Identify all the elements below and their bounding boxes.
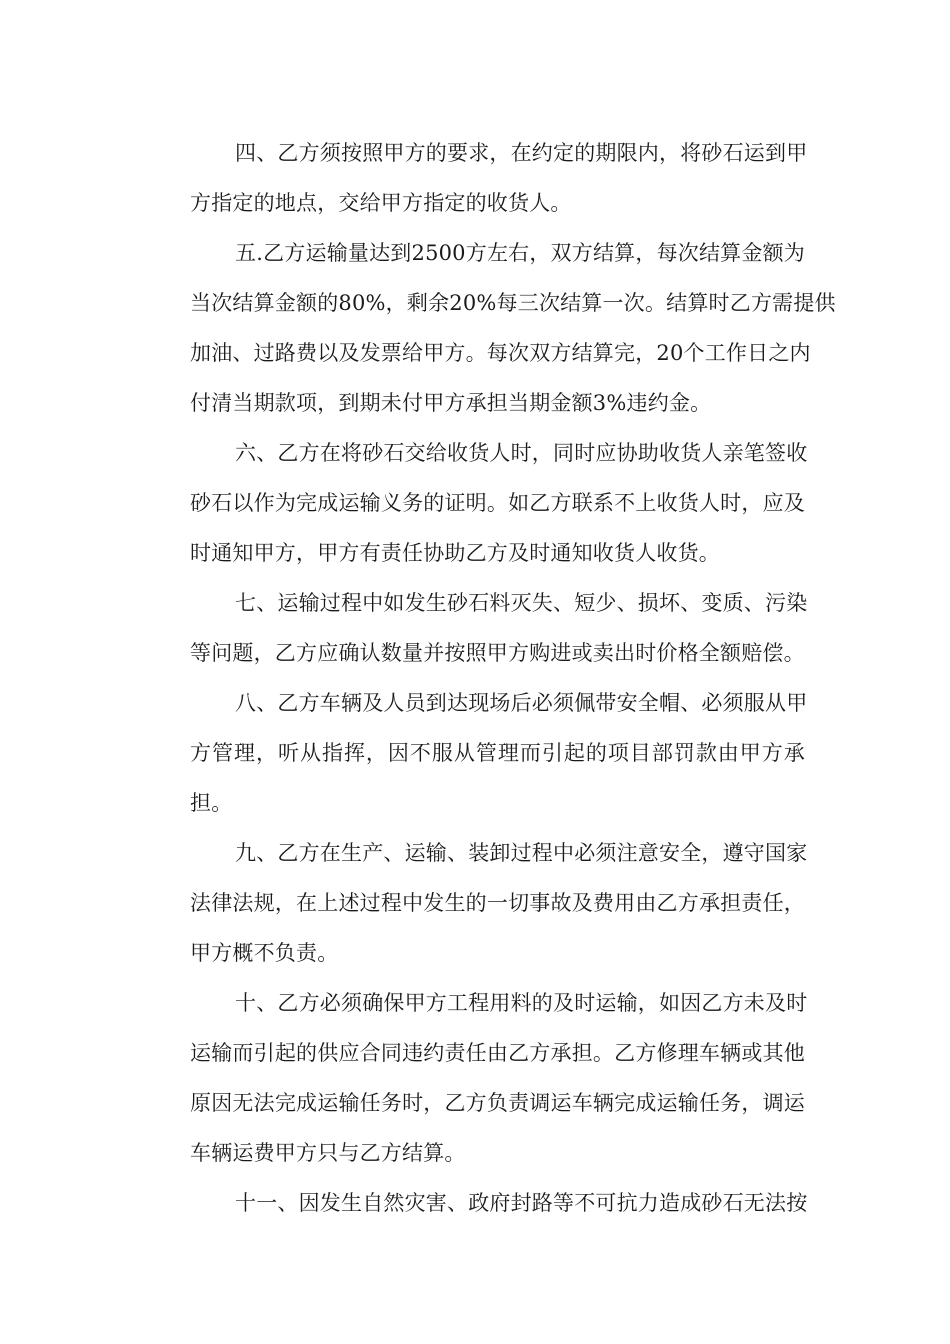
- text-line: 担。: [190, 791, 233, 815]
- clause-9: [145, 828, 808, 978]
- clause-10: [145, 978, 808, 1178]
- text-line: 七、运输过程中如发生砂石料灭失、短少、损坏、变质、污染: [235, 591, 808, 615]
- text-line: 十、乙方必须确保甲方工程用料的及时运输，如因乙方未及时: [235, 991, 808, 1015]
- clause-8: [145, 678, 808, 828]
- text-line: 八、乙方车辆及人员到达现场后必须佩带安全帽、必须服从甲: [235, 691, 808, 715]
- text-line: 甲方概不负责。: [190, 941, 339, 965]
- text-line: 付清当期款项，到期未付甲方承担当期金额3%违约金。: [190, 391, 712, 415]
- text-line: 原因无法完成运输任务时，乙方负责调运车辆完成运输任务，调运: [190, 1091, 805, 1115]
- text-line: 时通知甲方，甲方有责任协助乙方及时通知收货人收货。: [190, 541, 720, 565]
- text-line: 等问题，乙方应确认数量并按照甲方购进或卖出时价格全额赔偿。: [190, 641, 805, 665]
- text-line: 砂石以作为完成运输义务的证明。如乙方联系不上收货人时，应及: [190, 491, 805, 515]
- clause-7: [145, 578, 808, 678]
- text-line: 十一、因发生自然灾害、政府封路等不可抗力造成砂石无法按: [235, 1191, 808, 1215]
- text-line: 方管理，听从指挥，因不服从管理而引起的项目部罚款由甲方承: [190, 741, 805, 765]
- text-line: 车辆运费甲方只与乙方结算。: [190, 1141, 466, 1165]
- text-line: 当次结算金额的80%，剩余20%每三次结算一次。结算时乙方需提供: [190, 291, 836, 315]
- clause-11: [145, 1178, 808, 1228]
- clause-6: [145, 428, 808, 578]
- text-line: 方指定的地点，交给甲方指定的收货人。: [190, 191, 572, 215]
- clause-5: [145, 228, 836, 428]
- text-line: 五.乙方运输量达到2500方左右，双方结算，每次结算金额为: [235, 241, 805, 265]
- text-line: 九、乙方在生产、运输、装卸过程中必须注意安全，遵守国家: [235, 841, 808, 865]
- text-line: 法律法规，在上述过程中发生的一切事故及费用由乙方承担责任，: [190, 891, 805, 915]
- clause-4: [145, 128, 808, 228]
- document-page: [145, 128, 836, 1228]
- text-line: 四、乙方须按照甲方的要求，在约定的期限内，将砂石运到甲: [235, 141, 808, 165]
- text-line: 运输而引起的供应合同违约责任由乙方承担。乙方修理车辆或其他: [190, 1041, 805, 1065]
- text-line: 加油、过路费以及发票给甲方。每次双方结算完，20个工作日之内: [190, 341, 811, 365]
- text-line: 六、乙方在将砂石交给收货人时，同时应协助收货人亲笔签收: [235, 441, 808, 465]
